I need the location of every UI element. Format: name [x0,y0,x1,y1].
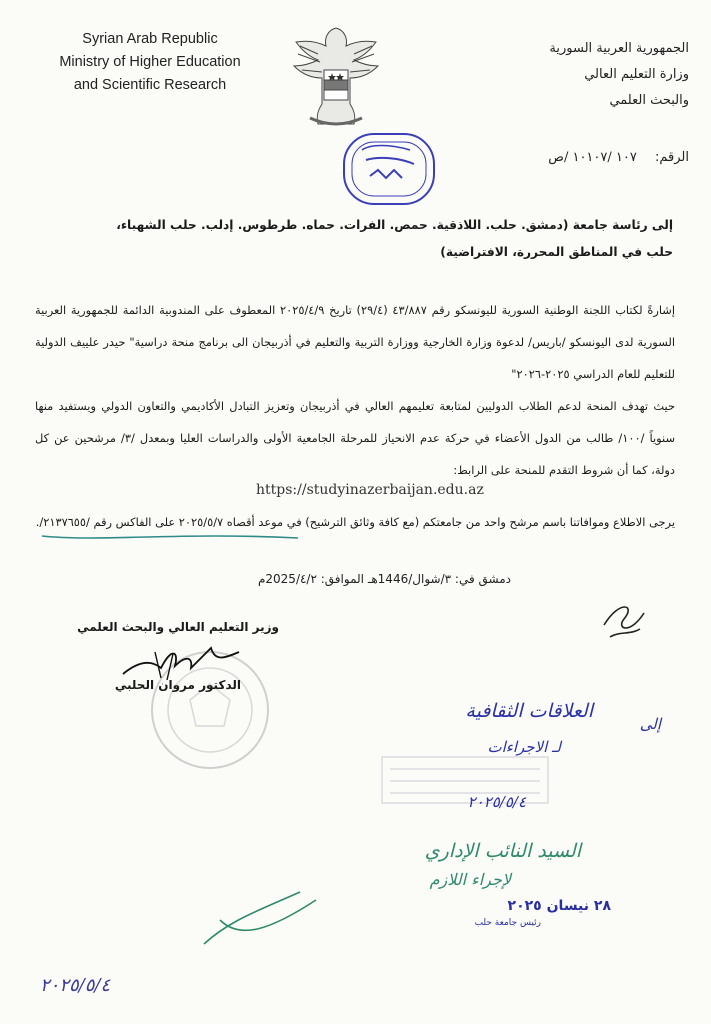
initial-signature-icon [600,595,650,645]
eagle-emblem-icon [288,20,384,136]
handwritten-note-admin-deputy: السيد النائب الإداري [424,840,581,862]
letterhead-en-line-3: and Scientific Research [73,77,227,93]
letterhead-en-line-2: Ministry of Higher Education [59,54,241,70]
received-stamp-role: رئيس جامعة حلب [474,918,541,928]
letter-body [35,294,675,486]
date-gregorian-label: الموافق: [320,572,364,586]
letterhead-ar-line-2: وزارة التعليم العالي [584,67,689,82]
handwritten-note-procedures: لـ الاجراءات [487,738,561,756]
addressee-line-2: حلب في المناطق المحررة، الافتراضية) [440,245,673,259]
body-paragraph-1: إشارةً لكتاب اللجنة الوطنية السورية لليونسكو رقم ٤٣/٨٨٧ (٢٩/٤) تاريخ ٢٠٢٥/٤/٩ المعطوف على المندوبية الدائمة للجمهورية العربية السورية لدى اليونسكو /باريس/ لدعوة وزارة الخارجية ووزارة التربية والتعليم في أذربيجان الى برنامج منحة دراسية" حيدر علييف الدولية للتعليم للعام الدراسي ٢٠٢٥-٢٠٢٦" [35,303,675,381]
english-letterhead [40,28,260,97]
handwritten-note-action: لإجراء اللازم [429,870,511,889]
reference-number: ١٠٧ /١٠١٠٧ /ص [548,150,637,165]
handwritten-note-cultural-relations: العلاقات الثقافية [465,700,593,722]
reference-line [548,150,689,165]
minister-title: وزير التعليم العالي والبحث العلمي [77,620,279,634]
received-stamp-date: ٢٨ نيسان ٢٠٢٥ [507,898,611,914]
addressee-line-1: إلى رئاسة جامعة (دمشق. حلب. اللاذقية. حمص. الفرات. حماه. طرطوس. إدلب. حلب الشهباء، [116,218,673,232]
handwritten-date-1: ٢٠٢٥/٥/٤ [467,793,526,811]
letterhead-en-line-1: Syrian Arab Republic [82,31,218,47]
letterhead-ar-line-1: الجمهورية العربية السورية [549,41,689,56]
arabic-letterhead [509,36,689,114]
handwritten-note-to: إلى [639,715,661,733]
letterhead-ar-line-3: والبحث العلمي [609,93,689,108]
handwritten-date-2: ٢٠٢٥/٥/٤ [40,975,111,996]
date-line [258,572,511,586]
date-hijri: ٣/شوال/1446هـ [367,572,452,586]
addressee-block [33,212,673,266]
date-label: دمشق في: [454,572,511,586]
request-text: يرجى الاطلاع وموافاتنا باسم مرشح واحد من جامعتكم (مع كافة وثائق الترشيح) في موعد أقصاه ٢٠٢٥/٥/٧ على الفاكس رقم /٢١٣٧٦٥٥/. [35,515,675,529]
body-paragraph-2: حيث تهدف المنحة لدعم الطلاب الدوليين لمتابعة تعليمهم العالي في أذربيجان وتعزيز التبادل الأكاديمي والتعاون الدولي ويستفيد منها سنوياً /١٠٠/ طالب من الدول الأعضاء في حركة عدم الانحياز للمرحلة الجامعية الأولى والدراسات العليا وبمعدل /٣/ مرشحين عن كل دولة، كما أن شروط التقدم للمنحة على الرابط: [35,399,676,477]
minister-name: الدكتور مروان الحلبي [114,678,241,692]
scholarship-link[interactable]: https://studyinazerbaijan.edu.az [256,482,484,498]
date-gregorian: 2025/٤/٢م [257,572,317,586]
green-signature-icon [200,880,320,950]
reference-label: الرقم: [655,150,689,165]
incoming-stamp-icon [340,130,440,210]
handwritten-underline [40,530,300,544]
